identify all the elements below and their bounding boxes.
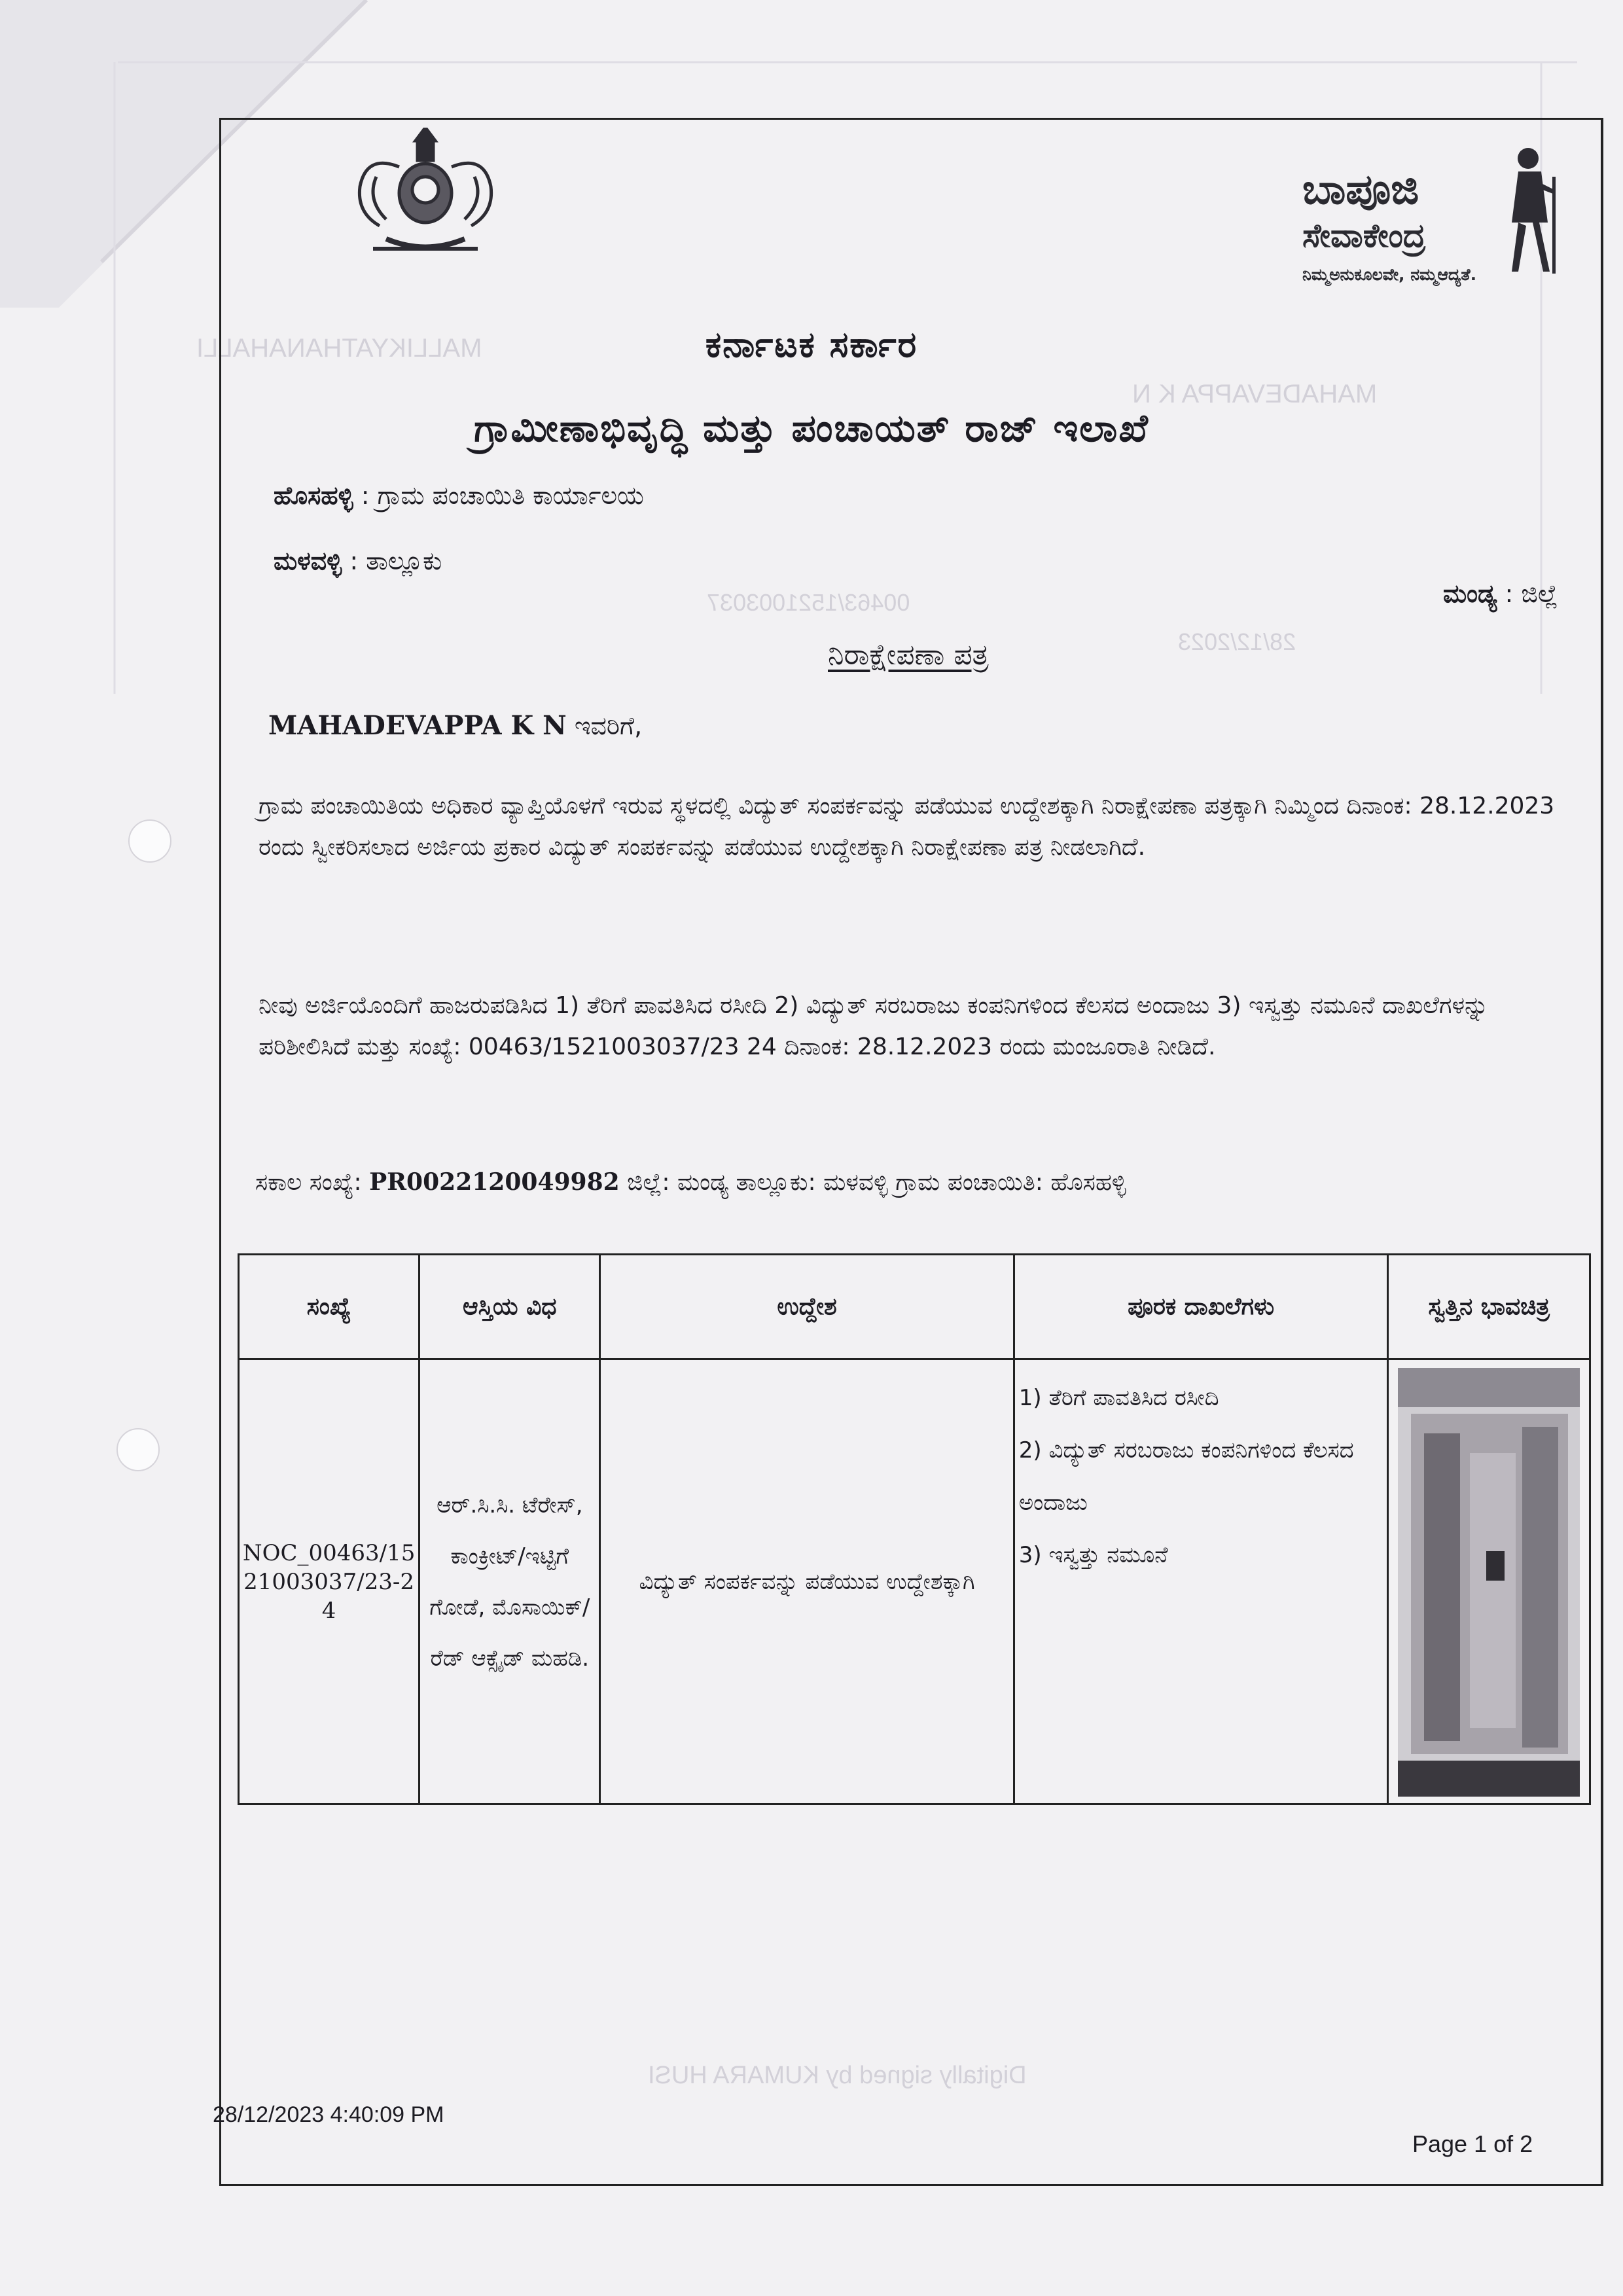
table-header-row <box>239 1255 1590 1359</box>
taluk-line <box>274 547 442 576</box>
sakala-reference-line <box>255 1168 1126 1196</box>
panchayat-office-line <box>274 481 644 511</box>
document-item: 2) ವಿದ್ಯುತ್ ಸರಬರಾಜು ಕಂಪನಿಗಳಿಂದ ಕೆಲಸದ ಅಂದಾಜು <box>1018 1437 1354 1516</box>
documents-cell <box>1014 1359 1388 1804</box>
document-item: 3) ಇಸ್ವತ್ತು ನಮೂನೆ <box>1018 1542 1168 1568</box>
header-purpose: ಉದ್ದೇಶ <box>600 1255 1014 1359</box>
sakala-number: PR0022120049982 <box>369 1168 620 1196</box>
addressee-name: MAHADEVAPPA K N <box>268 710 567 741</box>
sakala-location: ಜಿಲ್ಲೆ: ಮಂಡ್ಯ ತಾಲ್ಲೂಕು: ಮಳವಳ್ಳಿ ಗ್ರಾಮ ಪಂಚಾಯಿತಿ: ಹೊಸಹಳ್ಳಿ <box>619 1169 1126 1196</box>
header-supporting-documents: ಪೂರಕ ದಾಖಲೆಗಳು <box>1014 1255 1388 1359</box>
timestamp: 28/12/2023 4:40:09 PM <box>213 2102 444 2127</box>
bleed-through-text: MAHADEVAPPA K N <box>1132 380 1378 408</box>
header-property-type: ಆಸ್ತಿಯ ವಿಧ <box>419 1255 600 1359</box>
document-item: 1) ತೆರಿಗೆ ಪಾವತಿಸಿದ ರಸೀದಿ <box>1018 1385 1219 1411</box>
panchayat-name: ಹೊಸಹಳ್ಳಿ <box>274 481 353 510</box>
punch-hole <box>128 819 171 863</box>
bleed-through-text: 00463/1521003037 <box>707 589 910 616</box>
property-type-cell: ಆರ್.ಸಿ.ಸಿ. ಟೆರೇಸ್, ಕಾಂಕ್ರೀಟ್/ಇಟ್ಟಿಗೆ ಗೋಡೆ, ಮೊಸಾಯಿಕ್/ರೆಡ್ ಆಕ್ಸೈಡ್ ಮಹಡಿ. <box>419 1359 600 1804</box>
bleed-through-text: 28/12/2023 <box>1178 628 1296 655</box>
brand-tagline: ನಿಮ್ಮಅನುಕೂಲವೇ, ನಮ್ಮಆದ್ಯತೆ. <box>1302 265 1477 284</box>
brand-subtitle: ಸೇವಾಕೇಂದ್ರ <box>1302 216 1426 255</box>
sakala-label: ಸಕಾಲ ಸಂಖ್ಯೆ: <box>255 1169 370 1196</box>
addressee-line <box>268 710 642 741</box>
district-line <box>1443 579 1558 609</box>
photo-cell <box>1388 1359 1590 1804</box>
gandhi-figure-icon <box>1492 144 1571 275</box>
page-number: Page 1 of 2 <box>1412 2130 1533 2157</box>
paragraph-application: ಗ್ರಾಮ ಪಂಚಾಯಿತಿಯ ಅಧಿಕಾರ ವ್ಯಾಪ್ತಿಯೊಳಗೆ ಇರುವ ಸ್ಥಳದಲ್ಲಿ ವಿದ್ಯುತ್ ಸಂಪರ್ಕವನ್ನು ಪಡೆಯುವ ಉದ್ದೇಶಕ್ಕಾಗಿ ನಿರಾಕ್ಷೇಪಣಾ ಪತ್ರಕ್ಕಾಗಿ ನಿಮ್ಮಿಂದ ದಿನಾಂಕ: 28.12.2023 ರಂದು ಸ್ವೀಕರಿಸಲಾದ ಅರ್ಜಿಯ ಪ್ರಕಾರ ವಿದ್ಯುತ್ ಸಂಪರ್ಕವನ್ನು ಪಡೆಯುವ ಉದ್ದೇಶಕ್ಕಾಗಿ ನಿರಾಕ್ಷೇಪಣಾ ಪತ್ರ ನೀಡಲಾಗಿದೆ. <box>259 793 1555 861</box>
noc-number-cell: NOC_00463/1521003037/23-24 <box>239 1359 419 1804</box>
brand-title: ಬಾಪೂಜಿ <box>1302 165 1419 214</box>
subject-heading: ನಿರಾಕ್ಷೇಪಣಾ ಪತ್ರ <box>828 638 989 672</box>
district-name: ಮಂಡ್ಯ <box>1443 579 1497 608</box>
paragraph-approval: ನೀವು ಅರ್ಜಿಯೊಂದಿಗೆ ಹಾಜರುಪಡಿಸಿದ 1) ತೆರಿಗೆ ಪಾವತಿಸಿದ ರಸೀದಿ 2) ವಿದ್ಯುತ್ ಸರಬರಾಜು ಕಂಪನಿಗಳಿಂದ ಕೆಲಸದ ಅಂದಾಜು 3) ಇಸ್ವತ್ತು ನಮೂನೆ ದಾಖಲೆಗಳನ್ನು ಪರಿಶೀಲಿಸಿದೆ ಮತ್ತು ಸಂಖ್ಯೆ: 00463/1521003037/23 24 ದಿನಾಂಕ: 28.12.2023 ರಂದು ಮಂಜೂರಾತಿ ನೀಡಿದೆ. <box>259 992 1489 1060</box>
taluk-name: ಮಳವಳ್ಳಿ <box>274 547 342 575</box>
punch-hole <box>116 1428 160 1471</box>
addressee-suffix: ಇವರಿಗೆ, <box>566 711 643 740</box>
noc-details-table <box>238 1253 1591 1805</box>
bleed-through-signature-text: Digitally signed by KUMARA HUSI <box>648 2062 1027 2089</box>
department-title: ಗ್ರಾಮೀಣಾಭಿವೃದ್ಧಿ ಮತ್ತು ಪಂಚಾಯತ್ ರಾಜ್ ಇಲಾಖೆ <box>474 406 1149 450</box>
taluk-label: : ತಾಲ್ಲೂಕು <box>342 547 442 575</box>
bleed-through-text: MALLIKYATHANAHALLI <box>196 334 482 363</box>
district-label: : ಜಿಲ್ಲೆ <box>1497 579 1558 608</box>
table-row <box>239 1359 1590 1804</box>
karnataka-emblem-icon <box>340 128 510 265</box>
government-title: ಕರ್ನಾಟಕ ಸರ್ಕಾರ <box>705 324 918 365</box>
header-number: ಸಂಖ್ಯೆ <box>239 1255 419 1359</box>
header-property-photo: ಸ್ವತ್ತಿನ ಭಾವಚಿತ್ರ <box>1388 1255 1590 1359</box>
purpose-cell: ವಿದ್ಯುತ್ ಸಂಪರ್ಕವನ್ನು ಪಡೆಯುವ ಉದ್ದೇಶಕ್ಕಾಗಿ <box>600 1359 1014 1804</box>
property-photo <box>1398 1368 1580 1797</box>
panchayat-label: : ಗ್ರಾಮ ಪಂಚಾಯಿತಿ ಕಾರ್ಯಾಲಯ <box>353 481 644 510</box>
